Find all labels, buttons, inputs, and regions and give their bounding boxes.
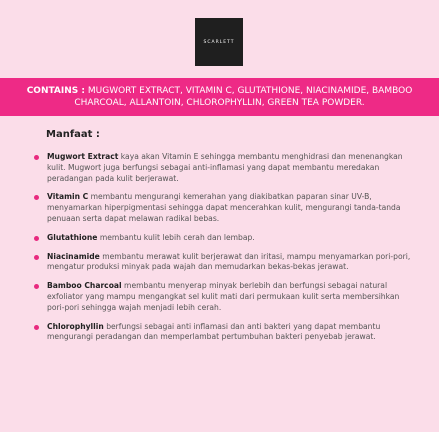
benefit-text: membantu kulit lebih cerah dan lembap. xyxy=(97,232,255,242)
benefit-text: membantu merawat kulit berjerawat dan iritasi, mampu menyamarkan pori-pori, mengatur produksi minyak pada wajah dan memudarkan bekas-bekas jerawat. xyxy=(47,251,411,272)
benefit-text: kaya akan Vitamin E sehingga membantu menghidrasi dan menenangkan kulit. Mugwort juga berfungsi sebagai anti-inflamasi yang dapat membantu meredakan peradangan pada kulit berjerawat. xyxy=(47,152,403,183)
contains-ingredients: MUGWORT EXTRACT, VITAMIN C, GLUTATHIONE, NIACINAMIDE, BAMBOO CHARCOAL, ALLANTOIN, CHLOROPHYLLIN, GREEN TEA POWDER. xyxy=(74,86,413,108)
benefit-text: membantu mengurangi kemerahan yang diakibatkan paparan sinar UV-B, menyamarkan hiperpigmentasi sehingga dapat mencerahkan kulit, mengurangi tanda-tanda penuaan serta dapat melawan radikal bebas. xyxy=(47,192,401,223)
benefit-text: berfungsi sebagai anti inflamasi dan anti bakteri yang dapat membantu mengurangi peradangan dan memperlambat pertumbuhan bakteri penyebab jerawat. xyxy=(47,321,381,342)
benefit-item xyxy=(34,322,414,344)
bullet-icon xyxy=(34,284,39,289)
benefit-item xyxy=(34,233,414,244)
benefit-name: Glutathione xyxy=(47,232,98,242)
benefit-item xyxy=(34,192,414,224)
benefit-text: membantu menyerap minyak berlebih dan berfungsi sebagai natural exfoliator yang mampu mengangkat sel kulit mati dari permukaan kulit serta membersihkan pori-pori sehingga wajah menjadi lebih cerah. xyxy=(47,281,400,312)
benefit-name: Chlorophyllin xyxy=(47,321,104,331)
benefit-name: Bamboo Charcoal xyxy=(47,281,122,291)
bullet-icon xyxy=(34,155,39,160)
bullet-icon xyxy=(34,195,39,200)
bullet-icon xyxy=(34,236,39,241)
benefits-list xyxy=(34,152,414,351)
contains-text xyxy=(6,85,433,109)
benefit-item xyxy=(34,252,414,274)
benefit-item xyxy=(34,281,414,313)
brand-logo xyxy=(195,18,243,66)
benefit-item xyxy=(34,152,414,184)
benefit-name: Mugwort Extract xyxy=(47,152,119,161)
brand-logo-text: SCARLETT xyxy=(203,39,235,45)
bullet-icon xyxy=(34,325,39,330)
benefit-name: Vitamin C xyxy=(47,192,89,202)
contains-banner xyxy=(0,78,439,116)
contains-label: CONTAINS : xyxy=(26,86,85,96)
benefit-name: Niacinamide xyxy=(47,251,100,261)
bullet-icon xyxy=(34,255,39,260)
manfaat-title: Manfaat : xyxy=(46,129,100,140)
